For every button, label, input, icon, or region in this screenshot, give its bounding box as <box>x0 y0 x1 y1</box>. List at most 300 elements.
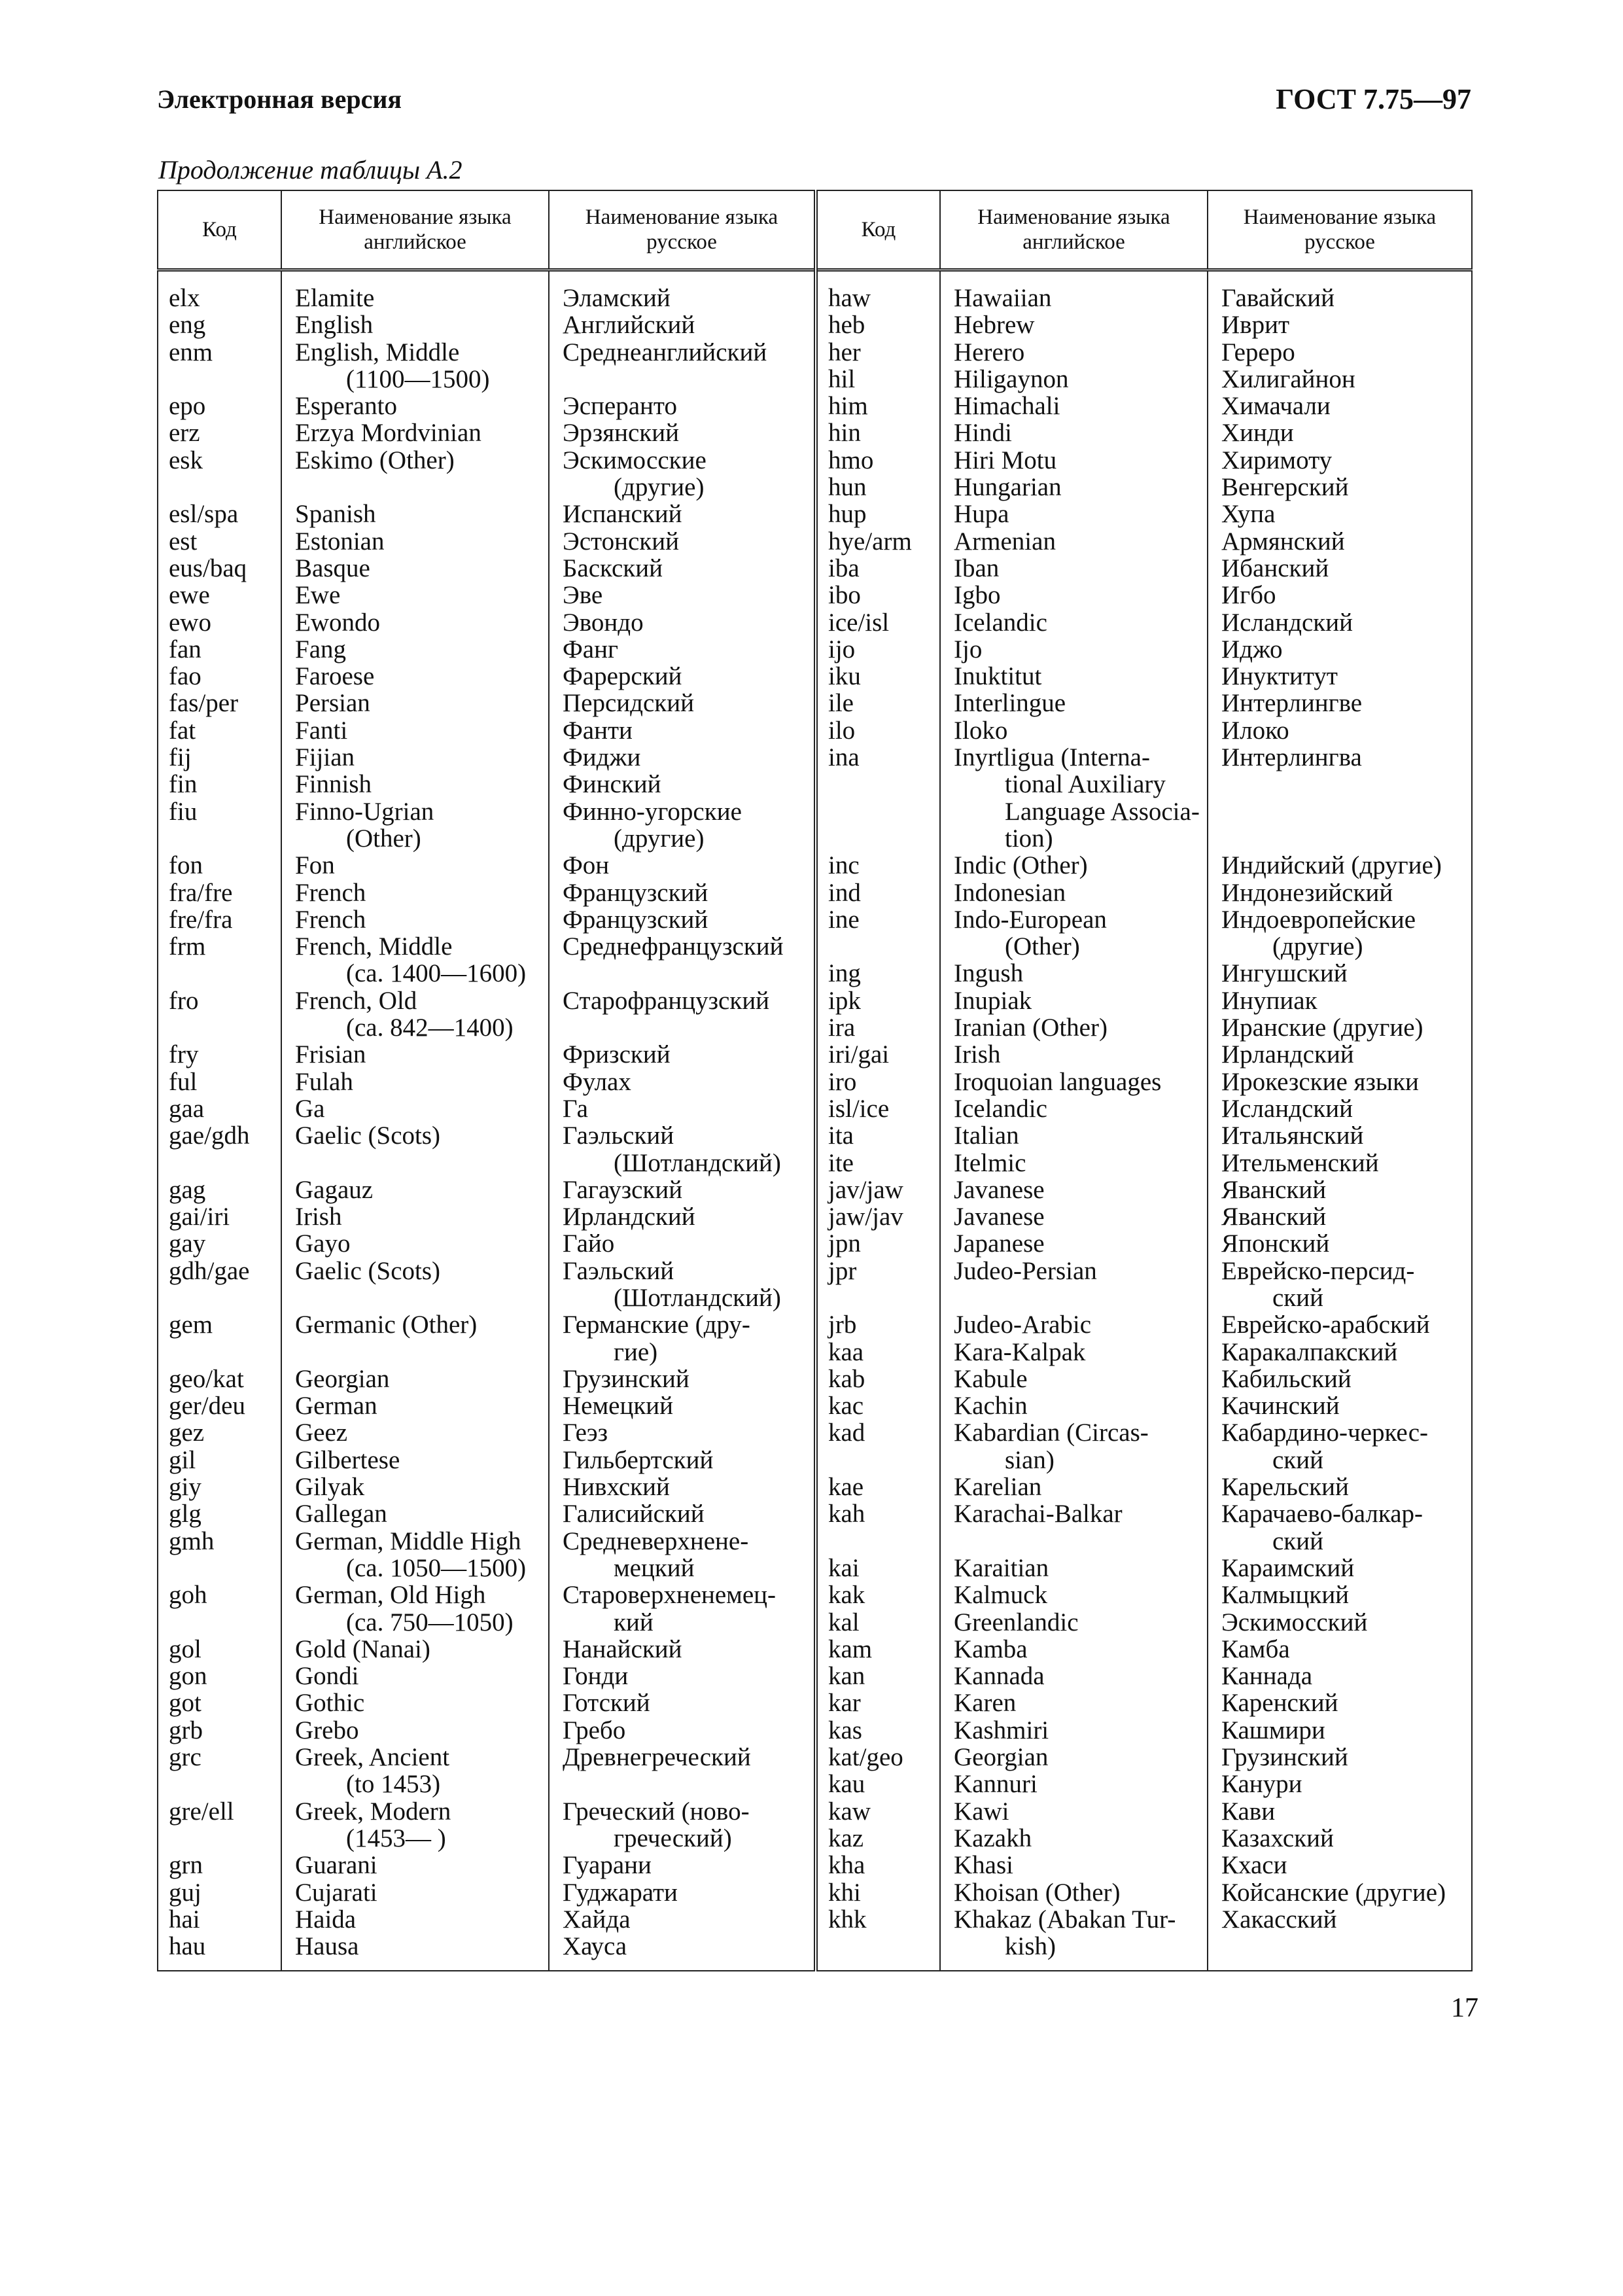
table-cell-line: grb <box>169 1716 203 1744</box>
table-cell-line: iku <box>828 662 861 691</box>
table-cell-line: Кави <box>1221 1797 1276 1826</box>
table-cell-line: Караимский <box>1221 1553 1355 1582</box>
table-cell-line: Финно-угорские <box>563 797 742 826</box>
table-cell-line: Kashmiri <box>954 1716 1049 1744</box>
table-cell-line: Индоевропейские <box>1221 905 1416 934</box>
table-cell-line: Fon <box>295 851 335 880</box>
table-cell-line: fao <box>169 662 201 691</box>
table-cell-line: kau <box>828 1770 865 1799</box>
column-header-code: Код <box>816 190 940 270</box>
table-cell-line: Khakaz (Abakan Tur- <box>954 1905 1176 1934</box>
table-cell-line: ский <box>1221 1527 1323 1555</box>
standard-number: ГОСТ 7.75—97 <box>1276 83 1471 115</box>
table-cell-line: kas <box>828 1716 862 1744</box>
table-cell-line: ipk <box>828 986 861 1015</box>
table-cell-line: ijo <box>828 635 856 663</box>
table-cell-line: Khasi <box>954 1851 1013 1880</box>
table-cell-line: kak <box>828 1581 865 1610</box>
table-cell-line: jpr <box>828 1256 857 1285</box>
table-cell-line: Химачали <box>1221 392 1331 421</box>
table-cell-line: Herero <box>954 338 1025 366</box>
table-cell-line: (Other) <box>295 824 421 853</box>
table-cell-line: goh <box>169 1581 207 1610</box>
table-cell-line: esk <box>169 446 203 474</box>
table-cell-line: (Other) <box>954 932 1080 961</box>
table-cell-line: Фулах <box>563 1067 631 1096</box>
table-cell-line: Старофранцузский <box>563 986 770 1015</box>
table-cell-line <box>169 1150 281 1176</box>
table-cell-line: sian) <box>954 1445 1055 1474</box>
table-cell-line: German <box>295 1392 377 1421</box>
table-cell-line: ful <box>169 1067 198 1096</box>
table-cell-line: Иврит <box>1221 311 1289 340</box>
table-cell-line: Гонди <box>563 1662 629 1691</box>
table-cell-line: German, Old High <box>295 1581 486 1610</box>
table-cell-line: Indic (Other) <box>954 851 1088 880</box>
table-cell-line: Эстонский <box>563 527 679 556</box>
table-cell-line: Эскимосские <box>563 446 707 474</box>
table-cell-line <box>169 1609 281 1636</box>
table-cell-line: Финский <box>563 770 661 799</box>
table-cell-line: fon <box>169 851 203 880</box>
table-cell-line: gay <box>169 1229 206 1258</box>
table-cell-line <box>563 1014 814 1041</box>
table-cell-line: Фиджи <box>563 743 641 772</box>
table-cell-line: gdh/gae <box>169 1256 250 1285</box>
table-cell-line: Gilyak <box>295 1473 365 1502</box>
table-cell-line: gon <box>169 1662 207 1691</box>
table-cell-line: Basque <box>295 554 370 582</box>
table-cell-line <box>563 366 814 393</box>
table-cell-line: Interlingue <box>954 689 1066 718</box>
table-cell-line: Ewondo <box>295 608 380 637</box>
table-cell-line: (to 1453) <box>295 1770 441 1799</box>
table-cell-line: iri/gai <box>828 1040 890 1069</box>
table-cell-line: Грузинский <box>563 1364 689 1393</box>
table-cell-line: Среднеанглийский <box>563 338 767 366</box>
table-cell-line: Cujarati <box>295 1878 377 1907</box>
table-cell-line: fat <box>169 716 196 745</box>
table-cell-line: enm <box>169 338 213 366</box>
table-cell-line: Gagauz <box>295 1175 374 1204</box>
table-cell-line: hup <box>828 500 867 529</box>
table-cell-line <box>169 825 281 852</box>
table-cell-line: Индонезийский <box>1221 878 1393 907</box>
table-cell-line: Игбо <box>1221 581 1276 610</box>
table-cell-line: Language Associa- <box>954 797 1200 826</box>
table-cell-line: Камба <box>1221 1634 1290 1663</box>
table-cell-line <box>169 1284 281 1311</box>
table-cell-line: Фанг <box>563 635 618 663</box>
table-cell-line: jpn <box>828 1229 861 1258</box>
table-cell-line: греческий) <box>563 1824 732 1852</box>
table-cell-line: (1100—1500) <box>295 364 490 393</box>
table-cell-line: Greenlandic <box>954 1608 1079 1636</box>
table-cell-line: ing <box>828 959 861 988</box>
table-cell-line: Греческий (ново- <box>563 1797 750 1826</box>
table-cell-line: fas/per <box>169 689 239 718</box>
table-cell-line: hmo <box>828 446 874 474</box>
table-cell-line <box>295 1150 548 1176</box>
table-cell-line: Фарерский <box>563 662 682 691</box>
table-cell-line: elx <box>169 284 200 312</box>
page-number: 17 <box>1451 1993 1478 2023</box>
table-cell-line: geo/kat <box>169 1364 244 1393</box>
table-cell-line: Icelandic <box>954 1094 1047 1123</box>
table-cell-line: Iroquoian languages <box>954 1067 1162 1096</box>
table-cell-line: кий <box>563 1608 654 1636</box>
table-cell-line: Judeo-Arabic <box>954 1311 1092 1339</box>
table-cell-line: gag <box>169 1175 206 1204</box>
table-cell-line: Геэз <box>563 1419 608 1447</box>
table-cell-line: Gaelic (Scots) <box>295 1122 441 1150</box>
table-cell-line: ice/isl <box>828 608 890 637</box>
table-cell-line: guj <box>169 1878 201 1907</box>
table-cell-line: Finno-Ugrian <box>295 797 434 826</box>
table-cell-line: Канури <box>1221 1770 1302 1799</box>
table-cell-line: Inyrtligua (Interna- <box>954 743 1150 772</box>
table-cell-line: Inupiak <box>954 986 1032 1015</box>
table-cell-line: Hupa <box>954 500 1009 529</box>
column-header-russian-name: Наименование языка русское <box>549 190 816 270</box>
table-cell-line: Irish <box>295 1203 342 1231</box>
table-cell-line: Кабильский <box>1221 1364 1352 1393</box>
table-cell-line <box>1221 825 1471 852</box>
table-cell-line: kan <box>828 1662 865 1691</box>
table-cell-line: French, Old <box>295 986 417 1015</box>
table-cell-line: Kannada <box>954 1662 1045 1691</box>
table-cell-line: eus/baq <box>169 554 247 582</box>
table-cell-line: Еврейско-арабский <box>1221 1311 1430 1339</box>
document-version-label: Электронная версия <box>157 84 402 114</box>
table-cell-line <box>169 474 281 501</box>
table-cell-line: ind <box>828 878 861 907</box>
table-cell-line: gmh <box>169 1527 215 1555</box>
table-cell-line: (1453— ) <box>295 1824 446 1852</box>
table-cell-line: Фризский <box>563 1040 671 1069</box>
russian-name-column-right <box>1208 270 1472 1971</box>
table-cell-line: ina <box>828 743 860 772</box>
table-cell-line: gaa <box>169 1094 205 1123</box>
table-cell-line: Каракалпакский <box>1221 1337 1398 1366</box>
table-cell-line: Инупиак <box>1221 986 1318 1015</box>
table-cell-line: haw <box>828 284 871 312</box>
table-cell-line: ewe <box>169 581 210 610</box>
table-cell-line: Georgian <box>295 1364 390 1393</box>
table-cell-line: gae/gdh <box>169 1122 250 1150</box>
table-cell-line: inc <box>828 851 860 880</box>
table-cell-line: fiu <box>169 797 198 826</box>
table-cell-line: French <box>295 905 366 934</box>
table-cell-line: Iban <box>954 554 1000 582</box>
table-cell-line: Erzya Mordvinian <box>295 419 481 448</box>
table-cell-line: Иранские (другие) <box>1221 1014 1423 1042</box>
table-cell-line <box>169 366 281 393</box>
table-cell-line: Armenian <box>954 527 1056 556</box>
table-cell-line: her <box>828 338 861 366</box>
table-cell-line: Итальянский <box>1221 1122 1364 1150</box>
table-cell-line: (ca. 1400—1600) <box>295 959 527 988</box>
table-cell-line: Интерлингве <box>1221 689 1363 718</box>
table-cell-line: him <box>828 392 868 421</box>
table-cell-line: Средневерхнене- <box>563 1527 749 1555</box>
table-cell-line: Persian <box>295 689 370 718</box>
table-cell-line: hye/arm <box>828 527 912 556</box>
table-cell-line: Inuktitut <box>954 662 1042 691</box>
table-cell-line: Еврейско-персид- <box>1221 1256 1415 1285</box>
table-cell-line: Кхаси <box>1221 1851 1287 1880</box>
table-cell-line: Greek, Ancient <box>295 1743 450 1772</box>
table-cell-line: kar <box>828 1689 861 1718</box>
table-cell-line: ilo <box>828 716 856 745</box>
table-cell-line: ine <box>828 905 860 934</box>
table-cell-line: Iranian (Other) <box>954 1014 1108 1042</box>
table-cell-line: gem <box>169 1311 213 1339</box>
table-cell-line: ite <box>828 1148 854 1177</box>
table-cell-line: (другие) <box>563 824 705 853</box>
table-cell-line: ira <box>828 1014 856 1042</box>
table-cell-line: French, Middle <box>295 932 453 961</box>
table-cell-line: Индийский (другие) <box>1221 851 1442 880</box>
table-cell-line: kab <box>828 1364 865 1393</box>
table-cell-line <box>828 933 939 960</box>
table-cell-line: Hiligaynon <box>954 364 1069 393</box>
table-cell-line: Английский <box>563 311 695 340</box>
table-cell-line: Эрзянский <box>563 419 679 448</box>
table-cell-line <box>828 1933 939 1960</box>
table-cell-line: Каннада <box>1221 1662 1313 1691</box>
table-cell-line: isl/ice <box>828 1094 890 1123</box>
column-header-code: Код <box>158 190 281 270</box>
table-cell-line: Германские (дру- <box>563 1311 750 1339</box>
table-cell-line: Древнегреческий <box>563 1743 751 1772</box>
table-cell-line: kac <box>828 1392 864 1421</box>
table-cell-line: English <box>295 311 374 340</box>
table-cell-line: (ca. 1050—1500) <box>295 1553 527 1582</box>
table-cell-line: Койсанские (другие) <box>1221 1878 1446 1907</box>
table-cell-line: erz <box>169 419 200 448</box>
table-cell-line <box>828 798 939 825</box>
table-cell-line: Fijian <box>295 743 355 772</box>
column-header-english-name: Наименование языка английское <box>940 190 1208 270</box>
table-cell-line <box>295 474 548 501</box>
table-cell-line: Гаэльский <box>563 1256 674 1285</box>
table-cell-line: Гильбертский <box>563 1445 714 1474</box>
table-cell-line <box>169 1014 281 1041</box>
table-cell-line <box>954 1284 1207 1311</box>
table-cell-line: Kawi <box>954 1797 1009 1826</box>
table-cell-line: Гребо <box>563 1716 626 1744</box>
table-cell-line: Кабардино-черкес- <box>1221 1419 1428 1447</box>
table-cell-line: grn <box>169 1851 203 1880</box>
table-cell-line: Гагаузский <box>563 1175 683 1204</box>
table-cell-line: gai/iri <box>169 1203 230 1231</box>
table-cell-line: Фанти <box>563 716 633 745</box>
table-cell-line <box>954 1528 1207 1555</box>
table-cell-line: jaw/jav <box>828 1203 903 1231</box>
russian-name-column-left <box>549 270 816 1971</box>
table-cell-line: Хайда <box>563 1905 631 1934</box>
table-cell-line: Hawaiian <box>954 284 1052 312</box>
table-cell-line <box>169 1339 281 1366</box>
table-cell-line: Эскимосский <box>1221 1608 1368 1636</box>
table-cell-line: kaa <box>828 1337 864 1366</box>
table-cell-line: Kabardian (Circas- <box>954 1419 1149 1447</box>
table-cell-line: iro <box>828 1067 857 1096</box>
table-cell-line: German, Middle High <box>295 1527 521 1555</box>
table-cell-line: Eskimo (Other) <box>295 446 455 474</box>
table-cell-line: ewo <box>169 608 211 637</box>
table-cell-line: Haida <box>295 1905 357 1934</box>
table-cell-line: gre/ell <box>169 1797 234 1826</box>
table-cell-line: jav/jaw <box>828 1175 903 1204</box>
table-cell-line: Хиримоту <box>1221 446 1333 474</box>
table-cell-line: ibo <box>828 581 861 610</box>
table-cell-line: Esperanto <box>295 392 397 421</box>
table-cell-line <box>295 1284 548 1311</box>
table-cell-line: Kamba <box>954 1634 1028 1663</box>
table-cell-line: Grebo <box>295 1716 359 1744</box>
table-cell-line: Грузинский <box>1221 1743 1348 1772</box>
table-cell-line: Ибанский <box>1221 554 1329 582</box>
table-cell-line: Среднефранцузский <box>563 932 784 961</box>
table-cell-line: kal <box>828 1608 860 1636</box>
table-cell-line <box>828 1284 939 1311</box>
table-cell-line: khi <box>828 1878 861 1907</box>
table-cell-line: (Шотландский) <box>563 1283 781 1312</box>
table-cell-line: hin <box>828 419 861 448</box>
table-cell-line: kat/geo <box>828 1743 903 1772</box>
table-cell-line: iba <box>828 554 860 582</box>
table-cell-line: Gold (Nanai) <box>295 1634 430 1663</box>
column-header-english-name: Наименование языка английское <box>281 190 549 270</box>
table-cell-line: Georgian <box>954 1743 1049 1772</box>
table-cell-line: Староверхненемец- <box>563 1581 777 1610</box>
table-cell-line: jrb <box>828 1311 857 1339</box>
table-cell-line <box>828 825 939 852</box>
table-cell-line <box>1221 771 1471 798</box>
table-cell-line: Karen <box>954 1689 1017 1718</box>
table-cell-line: Fulah <box>295 1067 353 1096</box>
table-cell-line: Яванский <box>1221 1175 1327 1204</box>
table-cell-line: kha <box>828 1851 865 1880</box>
table-cell-line: Баскский <box>563 554 663 582</box>
table-cell-line: Исландский <box>1221 1094 1353 1123</box>
table-cell-line <box>1221 1933 1471 1960</box>
table-cell-line: fij <box>169 743 192 772</box>
table-cell-line: Гайо <box>563 1229 615 1258</box>
table-cell-line: epo <box>169 392 206 421</box>
table-cell-line: Finnish <box>295 770 372 799</box>
table-cell-line: eng <box>169 311 206 340</box>
table-cell-line: ский <box>1221 1445 1323 1474</box>
table-cell-line: Персидский <box>563 689 694 718</box>
table-cell-line: Kara-Kalpak <box>954 1337 1086 1366</box>
table-cell-line: Icelandic <box>954 608 1047 637</box>
table-cell-line <box>1221 798 1471 825</box>
column-header-russian-name: Наименование языка русское <box>1208 190 1472 270</box>
table-cell-line: Ирландский <box>1221 1040 1354 1069</box>
table-cell-line: Gondi <box>295 1662 359 1691</box>
table-cell-line: Французский <box>563 878 708 907</box>
table-cell-line: fin <box>169 770 198 799</box>
table-cell-line: Карачаево-балкар- <box>1221 1500 1423 1528</box>
code-column-right <box>816 270 940 1971</box>
table-cell-line: Germanic (Other) <box>295 1311 478 1339</box>
table-cell-line: ita <box>828 1122 854 1150</box>
table-cell-line: Khoisan (Other) <box>954 1878 1121 1907</box>
table-cell-line: ger/deu <box>169 1392 245 1421</box>
table-cell-line: Эламский <box>563 284 671 312</box>
table-cell-line: Himachali <box>954 392 1060 421</box>
table-cell-line: Ингушский <box>1221 959 1348 988</box>
table-cell-line <box>563 1771 814 1797</box>
table-cell-line: Irish <box>954 1040 1001 1069</box>
table-cell-line: est <box>169 527 198 556</box>
table-cell-line: fan <box>169 635 201 663</box>
table-cell-line: Ирокезские языки <box>1221 1067 1419 1096</box>
table-cell-line: Gaelic (Scots) <box>295 1256 441 1285</box>
table-cell-line: Iloko <box>954 716 1008 745</box>
table-cell-line: hun <box>828 473 867 502</box>
table-cell-line: Нанайский <box>563 1634 682 1663</box>
table-cell-line: Венгерский <box>1221 473 1349 502</box>
table-cell-line: Geez <box>295 1419 348 1447</box>
table-cell-line <box>169 1771 281 1797</box>
table-cell-line: Кашмири <box>1221 1716 1325 1744</box>
table-cell-line: Gilbertese <box>295 1445 400 1474</box>
table-cell-line: Hiri Motu <box>954 446 1057 474</box>
table-cell-line: Ijo <box>954 635 983 663</box>
table-cell-line: Greek, Modern <box>295 1797 451 1826</box>
table-cell-line: Ительменский <box>1221 1148 1379 1177</box>
table-cell-line: Indonesian <box>954 878 1066 907</box>
table-cell-line: Инуктитут <box>1221 662 1338 691</box>
table-cell-line: fro <box>169 986 199 1015</box>
table-cell-line: glg <box>169 1500 201 1528</box>
code-column-left <box>158 270 281 1971</box>
english-name-column-right <box>940 270 1208 1971</box>
table-cell-line: Готский <box>563 1689 650 1718</box>
table-cell-line: Ewe <box>295 581 341 610</box>
table-cell-line: Gallegan <box>295 1500 387 1528</box>
table-cell-line: tional Auxiliary <box>954 770 1166 799</box>
table-cell-line: (другие) <box>563 473 705 502</box>
table-cell-line: Hungarian <box>954 473 1062 502</box>
table-cell-line <box>563 960 814 987</box>
table-cell-line: Гуджарати <box>563 1878 678 1907</box>
table-cell-line: Иджо <box>1221 635 1283 663</box>
table-cell-line: Гаэльский <box>563 1122 674 1150</box>
table-cell-line: Каренский <box>1221 1689 1338 1718</box>
table-cell-line: khk <box>828 1905 867 1934</box>
table-cell-line: Frisian <box>295 1040 366 1069</box>
table-cell-line: frm <box>169 932 206 961</box>
table-cell-line: гие) <box>563 1337 658 1366</box>
table-cell-line: fry <box>169 1040 199 1069</box>
table-cell-line: Kalmuck <box>954 1581 1047 1610</box>
table-cell-line: ile <box>828 689 854 718</box>
table-cell-line: esl/spa <box>169 500 239 529</box>
table-cell-line: Интерлингва <box>1221 743 1362 772</box>
table-cell-line: kae <box>828 1473 864 1502</box>
table-cell-line: Качинский <box>1221 1392 1340 1421</box>
table-cell-line: Хауса <box>563 1932 627 1961</box>
table-cell-line: Kazakh <box>954 1824 1032 1852</box>
table-cell-line: kai <box>828 1553 860 1582</box>
table-cell-line: Эве <box>563 581 603 610</box>
table-caption: Продолжение таблицы А.2 <box>158 155 462 185</box>
